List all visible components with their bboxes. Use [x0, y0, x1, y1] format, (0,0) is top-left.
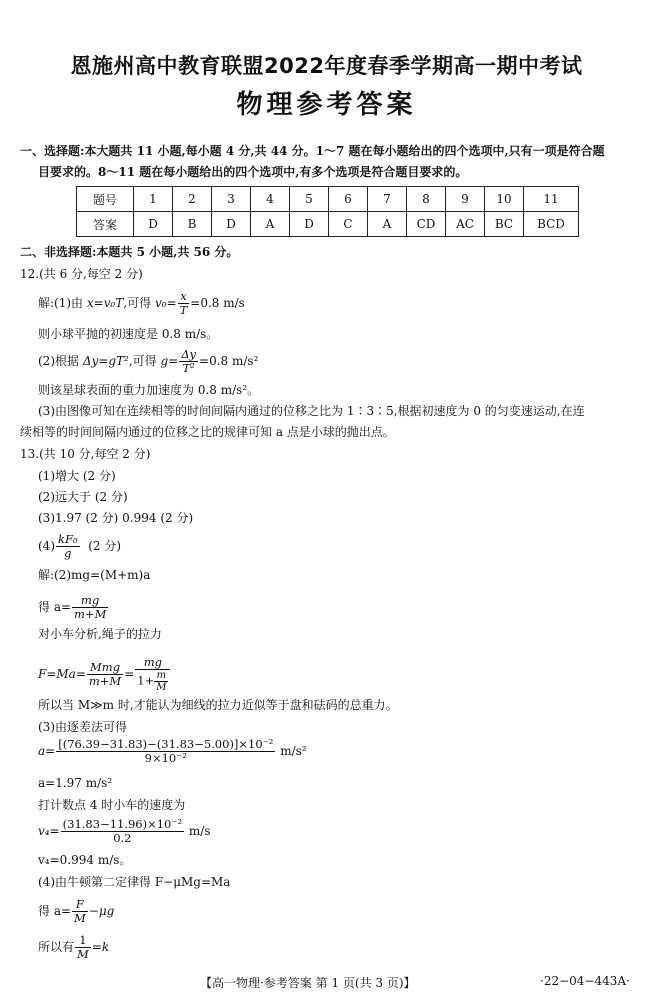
text: (4) — [38, 539, 55, 553]
fraction — [178, 290, 190, 317]
denominator: M — [77, 947, 89, 961]
row-label-number: 题号 — [77, 187, 134, 212]
numerator: m — [154, 670, 168, 682]
formula: a= — [38, 744, 56, 758]
formula: x=v₀T — [86, 296, 124, 310]
answer-table — [76, 186, 579, 237]
table-cell: 11 — [524, 187, 579, 212]
q13-solution3: 对小车分析,绳子的拉力 — [38, 627, 162, 641]
q13-solution13 — [38, 898, 114, 925]
table-cell: CD — [407, 212, 446, 237]
q13-answer4 — [38, 533, 121, 560]
denominator: T — [179, 303, 188, 317]
fraction — [56, 533, 80, 560]
denominator: g — [64, 546, 72, 560]
table-cell: 4 — [251, 187, 290, 212]
text: 所以有 — [38, 940, 75, 954]
section1-intro-line2: 目要求的。8～11 题在每小题给出的四个选项中,有多个选项是符合题目要求的。 — [38, 165, 468, 179]
page-footer: 【高一物理·参考答案 第 1 页(共 3 页)】 — [200, 976, 416, 990]
q13-solution8: a=1.97 m/s² — [38, 776, 113, 790]
denominator: M — [156, 682, 167, 693]
q13-solution12: (4)由牛顿第二定律得 F−μMg=Ma — [38, 875, 231, 889]
table-cell: D — [290, 212, 329, 237]
q13-heading: 13.(共 10 分,每空 2 分) — [20, 447, 151, 461]
fraction — [61, 818, 184, 845]
text: =0.8 m/s — [190, 296, 245, 310]
text: 得 a= — [38, 600, 72, 614]
table-row-answers — [77, 212, 579, 237]
table-cell: 8 — [407, 187, 446, 212]
q13-solution6: (3)由逐差法可得 — [38, 720, 127, 734]
q13-solution1: 解:(2)mg=(M+m)a — [38, 568, 151, 582]
q12-line6: 续相等的时间间隔内通过的位移之比的规律可知 a 点是小球的抛出点。 — [20, 425, 395, 439]
numerator: 1 — [75, 934, 91, 948]
numerator: kF₀ — [58, 532, 78, 546]
numerator: x — [178, 290, 190, 304]
formula: Δy=gT² — [82, 354, 129, 368]
unit: m/s — [188, 824, 211, 838]
document-code: ·22−04−443A· — [540, 974, 630, 988]
fraction — [179, 348, 198, 375]
row-label-answer: 答案 — [77, 212, 134, 237]
q12-line1 — [38, 290, 245, 317]
table-cell: 3 — [212, 187, 251, 212]
numerator: Δy — [181, 347, 197, 361]
formula: −μg — [88, 904, 115, 918]
numerator: F — [72, 898, 88, 912]
formula: g= — [160, 354, 179, 368]
denominator: m+M — [74, 607, 107, 621]
table-cell: 10 — [485, 187, 524, 212]
q12-line2: 则小球平抛的初速度是 0.8 m/s。 — [38, 327, 219, 341]
text: (2 分) — [88, 539, 122, 553]
numerator: (31.83−11.96)×10⁻² — [62, 817, 183, 831]
fraction — [87, 661, 123, 688]
q13-solution10 — [38, 818, 210, 845]
denominator: m+M — [88, 674, 122, 688]
formula: =k — [91, 940, 110, 954]
section2-intro: 二、非选择题:本题共 5 小题,共 56 分。 — [20, 245, 239, 259]
q13-solution9: 打计数点 4 时小车的速度为 — [38, 798, 186, 812]
text: 得 a= — [38, 904, 72, 918]
q12-line3 — [38, 348, 258, 375]
q13-solution2 — [38, 594, 109, 621]
fraction — [72, 594, 108, 621]
q13-solution14 — [38, 934, 109, 961]
denominator: T² — [182, 361, 195, 375]
text: 解:(1)由 — [38, 296, 84, 310]
q12-line4: 则该星球表面的重力加速度为 0.8 m/s²。 — [38, 383, 260, 397]
unit: m/s² — [280, 744, 307, 758]
q13-solution11: v₄=0.994 m/s。 — [38, 853, 132, 867]
text: = — [124, 667, 135, 681]
table-cell: C — [329, 212, 368, 237]
table-cell: A — [368, 212, 407, 237]
text: ,可得 — [128, 354, 157, 368]
table-cell: D — [134, 212, 173, 237]
denominator: 0.2 — [113, 831, 132, 845]
q13-solution7 — [38, 738, 307, 765]
numerator: [(76.39−31.83)−(31.83−5.00)]×10⁻² — [58, 737, 274, 751]
table-cell: D — [212, 212, 251, 237]
table-cell: 6 — [329, 187, 368, 212]
table-cell: 7 — [368, 187, 407, 212]
text: (2)根据 — [38, 354, 79, 368]
formula: v₄= — [38, 824, 60, 838]
fraction — [56, 738, 275, 765]
table-cell: A — [251, 212, 290, 237]
table-row-numbers — [77, 187, 579, 212]
table-cell: B — [173, 212, 212, 237]
table-cell: 1 — [134, 187, 173, 212]
table-cell: 9 — [446, 187, 485, 212]
numerator: mg — [72, 594, 108, 608]
table-cell: BC — [485, 212, 524, 237]
denominator: 1+ $\frac{m}{M}$ — [137, 670, 167, 693]
table-cell: AC — [446, 212, 485, 237]
q13-answer3: (3)1.97 (2 分) 0.994 (2 分) — [38, 511, 194, 525]
q13-solution5: 所以当 M≫m 时,才能认为细线的拉力近似等于盘和砝码的总重力。 — [38, 698, 398, 712]
q13-answer1: (1)增大 (2 分) — [38, 469, 116, 483]
fraction — [135, 656, 170, 693]
table-cell: 2 — [173, 187, 212, 212]
numerator: mg — [135, 656, 170, 670]
fraction — [154, 670, 168, 693]
q13-solution4 — [38, 656, 171, 693]
fraction — [72, 898, 88, 925]
fraction — [75, 934, 91, 961]
exam-title: 恩施州高中教育联盟2022年度春季学期高一期中考试 — [70, 54, 583, 78]
denominator: 9×10⁻² — [144, 751, 187, 765]
numerator: Mmg — [87, 661, 123, 675]
table-cell: 5 — [290, 187, 329, 212]
table-cell: BCD — [524, 212, 579, 237]
q12-heading: 12.(共 6 分,每空 2 分) — [20, 267, 143, 281]
formula: F=Ma= — [38, 667, 86, 681]
q12-line5: (3)由图像可知在连续相等的时间间隔内通过的位移之比为 1∶3∶5,根据初速度为 0 的匀变速运动,在连 — [38, 404, 585, 418]
formula: v₀= — [154, 296, 177, 310]
text: =0.8 m/s² — [199, 354, 259, 368]
q13-answer2: (2)远大于 (2 分) — [38, 490, 128, 504]
denominator: M — [74, 911, 86, 925]
text: ,可得 — [123, 296, 152, 310]
exam-subtitle: 物理参考答案 — [236, 90, 417, 120]
section1-intro-line1: 一、选择题:本大题共 11 小题,每小题 4 分,共 44 分。1～7 题在每小题给出的四个选项中,只有一项是符合题 — [20, 144, 605, 158]
